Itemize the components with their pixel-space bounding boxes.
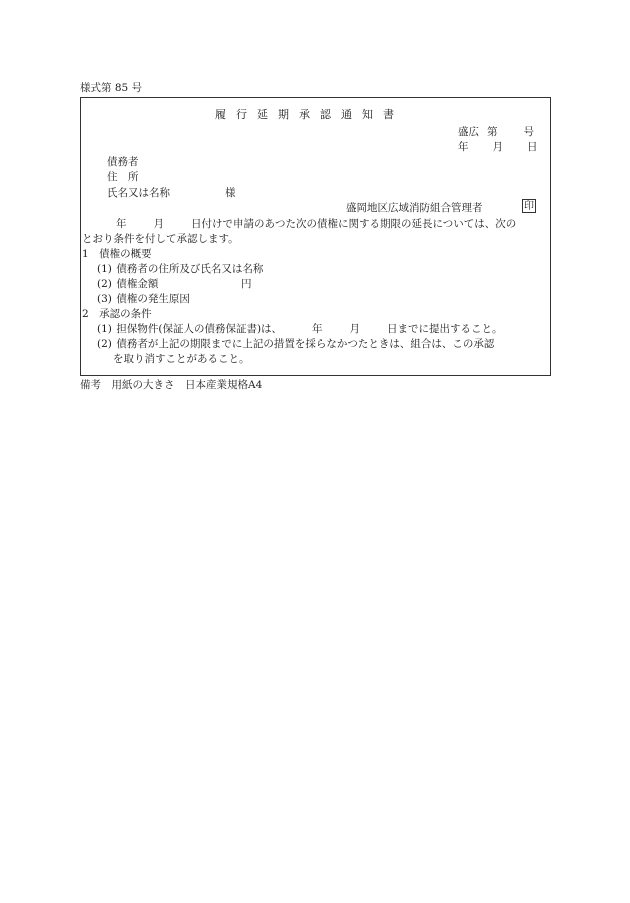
- item-number: (2): [97, 338, 112, 350]
- section-1-item-1: [97, 262, 263, 276]
- section-2-item-1: [97, 322, 503, 336]
- section-1-item-2: [97, 277, 158, 291]
- deadline-year: 年: [312, 323, 323, 335]
- paper-size-remark: 備考 用紙の大きさ 日本産業規格A4: [80, 379, 263, 391]
- number-go: 号: [523, 126, 534, 138]
- form-number-label: 様式第 85 号: [80, 82, 143, 94]
- item-number: (1): [97, 263, 112, 275]
- issue-year: 年: [458, 141, 469, 153]
- body-text-line-1: [116, 217, 516, 231]
- item-text-b: 日までに提出すること。: [387, 323, 503, 335]
- body-month: 月: [153, 218, 164, 230]
- debtor-label: 債務者: [107, 156, 139, 168]
- item-text-a: 担保物件(保証人の債務保証書)は、: [116, 323, 283, 335]
- seal-mark: 印: [524, 201, 534, 212]
- issuer-prefix: 盛広: [458, 126, 479, 138]
- item-text: 債権金額: [116, 278, 159, 290]
- section-2-item-2-continuation: を取り消すことがあること。: [113, 353, 250, 365]
- item-number: (1): [97, 323, 112, 335]
- address-label: 住 所: [107, 171, 139, 183]
- document-number-line: [458, 125, 534, 139]
- name-label: 氏名又は名称: [107, 187, 170, 199]
- section-1-heading: 1 債権の概要: [82, 248, 152, 260]
- sender-name: 盛岡地区広域消防組合管理者: [346, 202, 483, 214]
- deadline-month: 月: [349, 323, 361, 335]
- body-text-line-2: とおり条件を付して承認します。: [82, 233, 239, 245]
- issue-month: 月: [492, 141, 503, 153]
- item-number: (2): [97, 278, 112, 290]
- section-2-heading: 2 承認の条件: [82, 308, 152, 320]
- section-2-item-2: [97, 337, 494, 351]
- body-line1-rest: 日付けで申請のあつた次の債権に関する期限の延長については、次の: [191, 218, 517, 230]
- document-title: 履行延期承認通知書: [215, 108, 404, 121]
- item-number: (3): [97, 293, 112, 305]
- issue-day: 日: [527, 141, 538, 153]
- item-text: 債務者が上記の期限までに上記の措置を採らなかつたときは、組合は、この承認: [116, 338, 495, 350]
- honorific-sama: 様: [225, 187, 236, 199]
- number-dai: 第: [487, 126, 498, 138]
- section-1-item-3: [97, 292, 190, 306]
- amount-unit-yen: 円: [241, 278, 252, 290]
- issue-date-line: [458, 140, 538, 154]
- item-text: 債権の発生原因: [116, 293, 190, 305]
- body-year: 年: [116, 218, 127, 230]
- item-text: 債務者の住所及び氏名又は名称: [116, 263, 264, 275]
